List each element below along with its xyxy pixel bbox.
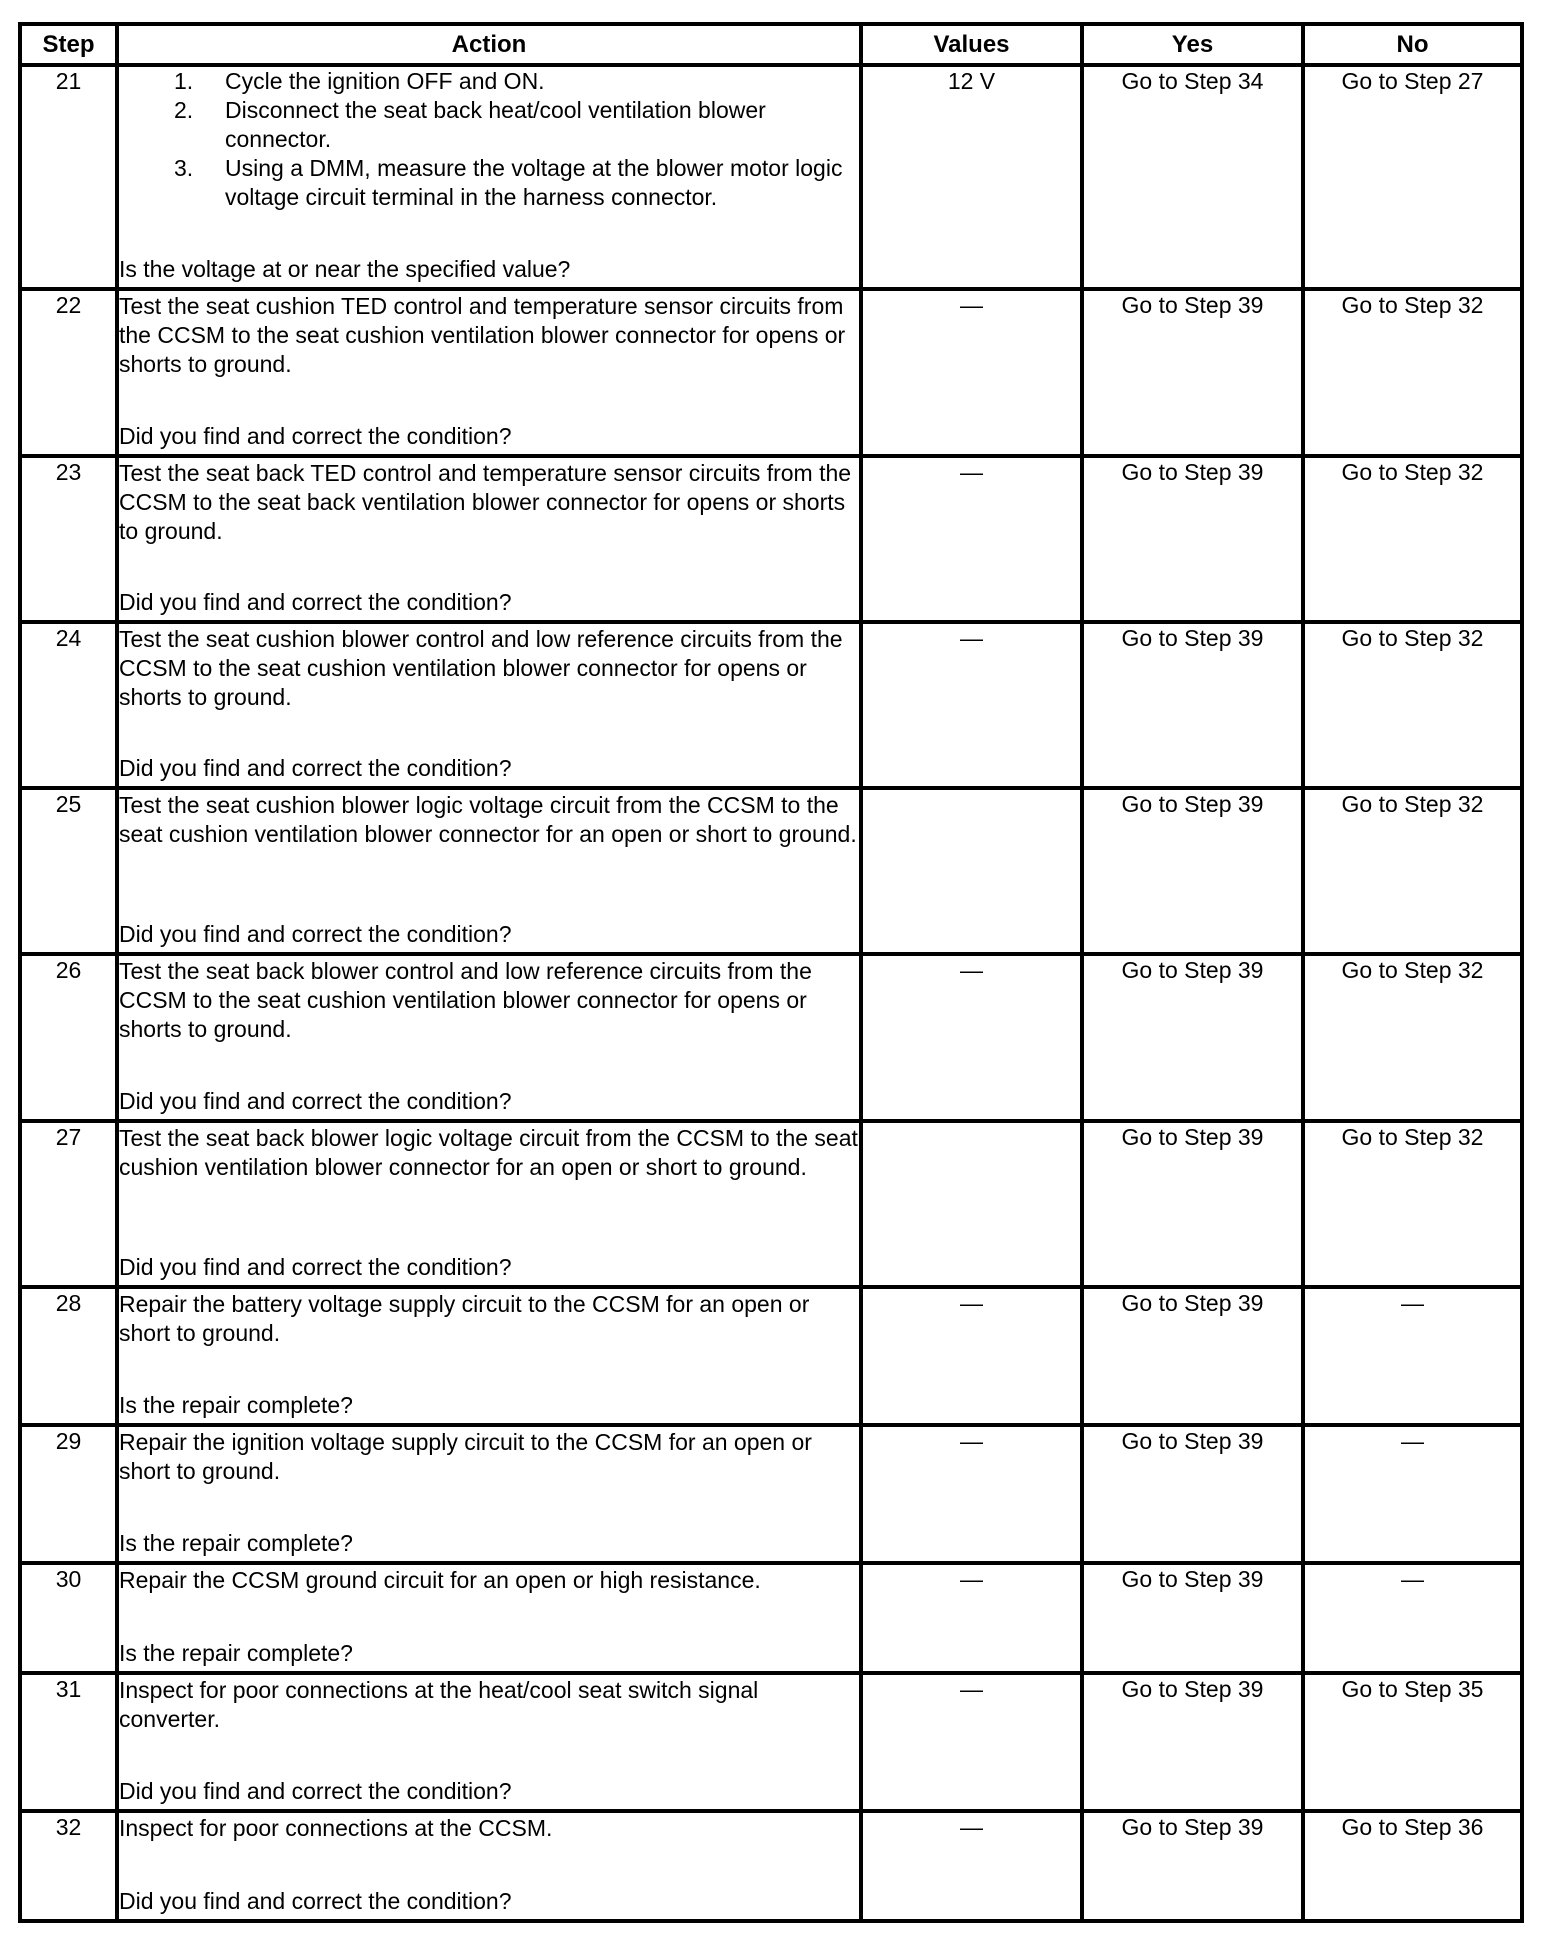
yes-cell: Go to Step 39: [1082, 1425, 1303, 1563]
table-row: [20, 788, 1522, 954]
no-cell: —: [1303, 1287, 1522, 1425]
yes-cell: Go to Step 39: [1082, 1811, 1303, 1921]
step-number: 28: [20, 1287, 117, 1425]
question-text: Is the voltage at or near the specified value?: [119, 256, 571, 282]
question-text: Is the repair complete?: [119, 1392, 353, 1418]
header-row: [20, 24, 1522, 65]
header-step: Step: [20, 24, 117, 65]
action-cell: [117, 1563, 861, 1673]
action-cell: [117, 788, 861, 954]
yes-cell: Go to Step 39: [1082, 456, 1303, 622]
step-number: 26: [20, 954, 117, 1121]
step-number: 31: [20, 1673, 117, 1811]
question-text: Did you find and correct the condition?: [119, 1254, 512, 1280]
yes-cell: Go to Step 39: [1082, 954, 1303, 1121]
table-row: [20, 1287, 1522, 1425]
question-text: Did you find and correct the condition?: [119, 921, 512, 947]
step-number: 25: [20, 788, 117, 954]
question-text: Did you find and correct the condition?: [119, 755, 512, 781]
list-item: 2. Disconnect the seat back heat/cool ventilation blower connector.: [174, 97, 766, 152]
table-row: [20, 954, 1522, 1121]
instruction-text: Test the seat back blower logic voltage circuit from the CCSM to the seat cushion ventilation blower connector for an open or short to ground.: [119, 1125, 858, 1180]
value-cell: —: [861, 1287, 1082, 1425]
action-cell: [117, 1425, 861, 1563]
step-number: 29: [20, 1425, 117, 1563]
value-cell: —: [861, 954, 1082, 1121]
instruction-text: Test the seat back TED control and temperature sensor circuits from the CCSM to the seat back ventilation blower connector for opens or shorts to ground.: [119, 460, 852, 544]
table-row: [20, 1425, 1522, 1563]
action-cell: [117, 289, 861, 456]
instruction-text: Test the seat cushion blower control and low reference circuits from the CCSM to the seat cushion ventilation blower connector for opens or shorts to ground.: [119, 626, 843, 710]
header-no: No: [1303, 24, 1522, 65]
header-yes: Yes: [1082, 24, 1303, 65]
value-cell: —: [861, 1563, 1082, 1673]
question-text: Is the repair complete?: [119, 1640, 353, 1666]
step-number: 24: [20, 622, 117, 788]
no-cell: Go to Step 35: [1303, 1673, 1522, 1811]
no-cell: Go to Step 32: [1303, 456, 1522, 622]
question-text: Did you find and correct the condition?: [119, 1888, 512, 1914]
instruction-text: Inspect for poor connections at the heat/cool seat switch signal converter.: [119, 1677, 759, 1732]
yes-cell: Go to Step 39: [1082, 1563, 1303, 1673]
action-cell: [117, 954, 861, 1121]
no-cell: Go to Step 32: [1303, 1121, 1522, 1287]
yes-cell: Go to Step 39: [1082, 289, 1303, 456]
step-number: 30: [20, 1563, 117, 1673]
step-number: 22: [20, 289, 117, 456]
list-item: 1. Cycle the ignition OFF and ON.: [174, 68, 545, 94]
no-cell: Go to Step 36: [1303, 1811, 1522, 1921]
diagnostic-table: [18, 22, 1524, 1923]
no-cell: Go to Step 32: [1303, 954, 1522, 1121]
instruction-text: Test the seat cushion TED control and temperature sensor circuits from the CCSM to the seat cushion ventilation blower connector for opens or shorts to ground.: [119, 293, 846, 377]
action-cell: [117, 1673, 861, 1811]
value-cell: —: [861, 1425, 1082, 1563]
table-row: [20, 289, 1522, 456]
value-cell: —: [861, 1811, 1082, 1921]
table-row: [20, 1811, 1522, 1921]
step-number: 32: [20, 1811, 117, 1921]
action-cell: [117, 1811, 861, 1921]
value-cell: —: [861, 289, 1082, 456]
instruction-text: Test the seat back blower control and low reference circuits from the CCSM to the seat cushion ventilation blower connector for opens or shorts to ground.: [119, 958, 812, 1042]
step-number: 23: [20, 456, 117, 622]
header-values: Values: [861, 24, 1082, 65]
header-action: Action: [117, 24, 861, 65]
no-cell: Go to Step 32: [1303, 622, 1522, 788]
value-cell: [861, 788, 1082, 954]
action-cell: [117, 1287, 861, 1425]
action-cell: [117, 1121, 861, 1287]
list-item: 3. Using a DMM, measure the voltage at the blower motor logic voltage circuit terminal in the harness connector.: [174, 155, 843, 210]
step-number: 27: [20, 1121, 117, 1287]
value-cell: —: [861, 456, 1082, 622]
question-text: Is the repair complete?: [119, 1530, 353, 1556]
table-row: [20, 1563, 1522, 1673]
yes-cell: Go to Step 34: [1082, 65, 1303, 289]
instruction-text: Repair the ignition voltage supply circuit to the CCSM for an open or short to ground.: [119, 1429, 812, 1484]
numbered-instructions: [119, 67, 859, 212]
yes-cell: Go to Step 39: [1082, 1673, 1303, 1811]
value-cell: —: [861, 622, 1082, 788]
table-row: [20, 1121, 1522, 1287]
table-row: [20, 622, 1522, 788]
yes-cell: Go to Step 39: [1082, 1121, 1303, 1287]
yes-cell: Go to Step 39: [1082, 622, 1303, 788]
action-cell: [117, 622, 861, 788]
value-cell: —: [861, 1673, 1082, 1811]
instruction-text: Test the seat cushion blower logic voltage circuit from the CCSM to the seat cushion ventilation blower connector for an open or short to ground.: [119, 792, 857, 847]
question-text: Did you find and correct the condition?: [119, 423, 512, 449]
table-row: [20, 456, 1522, 622]
no-cell: —: [1303, 1425, 1522, 1563]
question-text: Did you find and correct the condition?: [119, 589, 512, 615]
no-cell: Go to Step 32: [1303, 788, 1522, 954]
no-cell: Go to Step 27: [1303, 65, 1522, 289]
question-text: Did you find and correct the condition?: [119, 1778, 512, 1804]
step-number: 21: [20, 65, 117, 289]
instruction-text: Repair the CCSM ground circuit for an open or high resistance.: [119, 1567, 761, 1593]
value-cell: [861, 1121, 1082, 1287]
table-row: [20, 65, 1522, 289]
action-cell: [117, 65, 861, 289]
instruction-text: Inspect for poor connections at the CCSM.: [119, 1815, 553, 1841]
question-text: Did you find and correct the condition?: [119, 1088, 512, 1114]
value-cell: 12 V: [861, 65, 1082, 289]
yes-cell: Go to Step 39: [1082, 1287, 1303, 1425]
table-row: [20, 1673, 1522, 1811]
no-cell: Go to Step 32: [1303, 289, 1522, 456]
action-cell: [117, 456, 861, 622]
instruction-text: Repair the battery voltage supply circuit to the CCSM for an open or short to ground.: [119, 1291, 810, 1346]
no-cell: —: [1303, 1563, 1522, 1673]
yes-cell: Go to Step 39: [1082, 788, 1303, 954]
